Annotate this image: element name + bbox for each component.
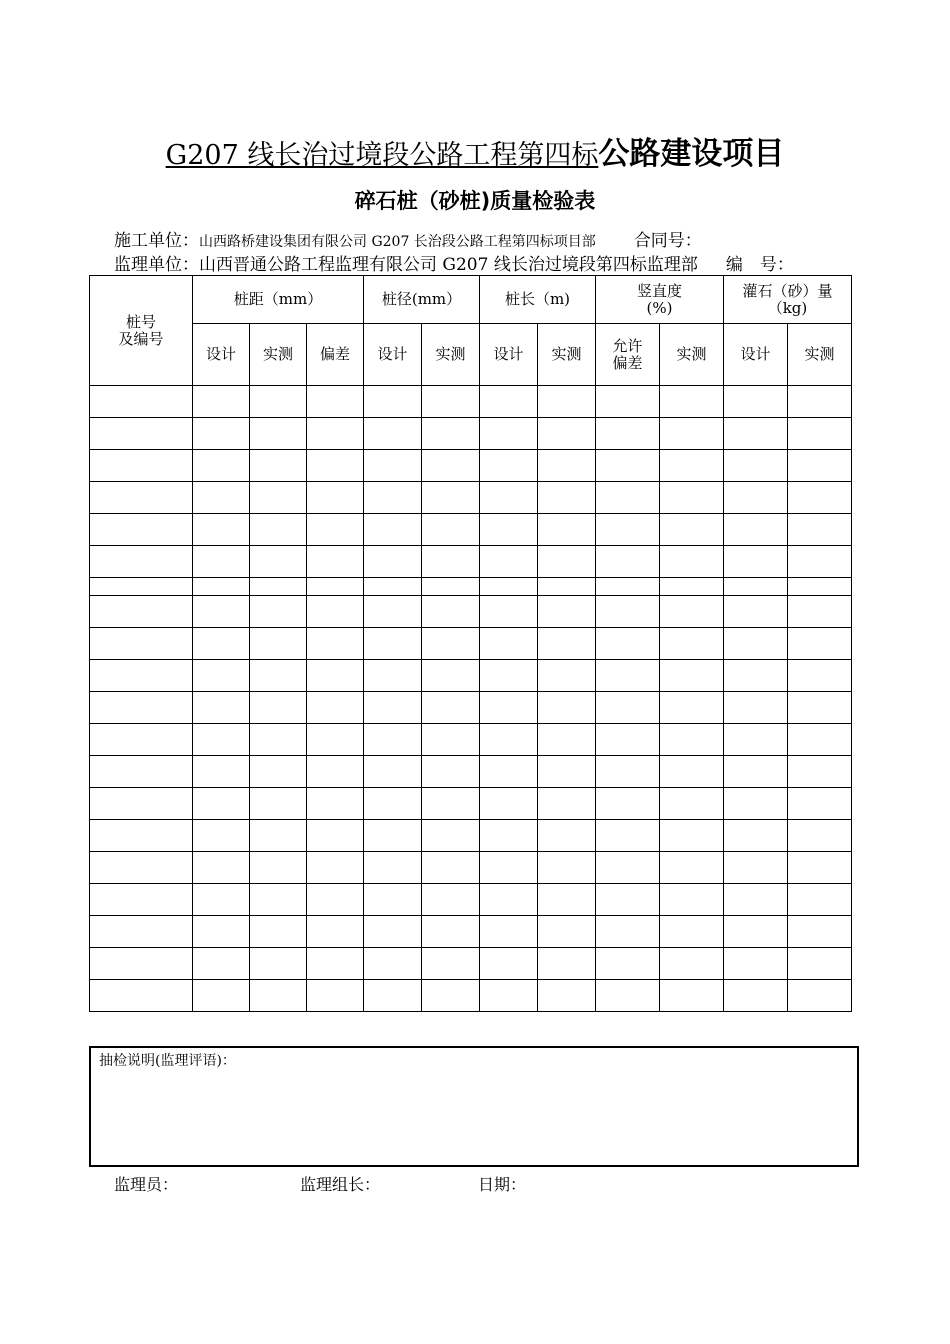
- table-cell[interactable]: [538, 724, 596, 756]
- table-cell[interactable]: [724, 578, 788, 596]
- table-cell[interactable]: [193, 692, 250, 724]
- table-row: [90, 578, 852, 596]
- table-cell[interactable]: [307, 628, 364, 660]
- table-cell[interactable]: [596, 980, 660, 1012]
- table-cell[interactable]: [538, 980, 596, 1012]
- table-cell[interactable]: [480, 386, 538, 418]
- table-cell[interactable]: [364, 884, 422, 916]
- table-cell[interactable]: [480, 980, 538, 1012]
- table-cell[interactable]: [724, 852, 788, 884]
- sub-header-cell: 允许 偏差: [596, 324, 660, 386]
- table-cell[interactable]: [788, 450, 852, 482]
- table-cell[interactable]: [788, 884, 852, 916]
- sub-header-cell: 实测: [788, 324, 852, 386]
- table-cell[interactable]: [538, 418, 596, 450]
- table-cell[interactable]: [538, 788, 596, 820]
- table-cell[interactable]: [660, 514, 724, 546]
- table-cell[interactable]: [538, 546, 596, 578]
- table-cell[interactable]: [422, 980, 480, 1012]
- sub-header-cell: 实测: [538, 324, 596, 386]
- table-cell[interactable]: [250, 418, 307, 450]
- table-cell[interactable]: [788, 482, 852, 514]
- table-cell[interactable]: [193, 418, 250, 450]
- table-cell[interactable]: [660, 948, 724, 980]
- table-cell[interactable]: [480, 660, 538, 692]
- table-cell[interactable]: [90, 596, 193, 628]
- table-cell[interactable]: [193, 482, 250, 514]
- table-cell[interactable]: [90, 628, 193, 660]
- contract-number-label: 合同号：: [633, 231, 702, 251]
- table-cell[interactable]: [538, 948, 596, 980]
- table-cell[interactable]: [250, 916, 307, 948]
- table-row: [90, 948, 852, 980]
- table-cell[interactable]: [660, 660, 724, 692]
- construction-unit-label: 施工单位：: [114, 231, 199, 251]
- table-cell[interactable]: [90, 418, 193, 450]
- table-row: [90, 660, 852, 692]
- table-cell[interactable]: [364, 596, 422, 628]
- table-cell[interactable]: [596, 546, 660, 578]
- table-cell[interactable]: [538, 884, 596, 916]
- table-cell[interactable]: [90, 820, 193, 852]
- sub-header-cell: 设计: [480, 324, 538, 386]
- table-cell[interactable]: [480, 756, 538, 788]
- table-cell[interactable]: [724, 980, 788, 1012]
- table-cell[interactable]: [660, 852, 724, 884]
- table-cell[interactable]: [596, 884, 660, 916]
- table-cell[interactable]: [724, 450, 788, 482]
- table-cell[interactable]: [480, 628, 538, 660]
- table-cell[interactable]: [364, 418, 422, 450]
- table-row: [90, 884, 852, 916]
- table-cell[interactable]: [422, 628, 480, 660]
- table-cell[interactable]: [250, 514, 307, 546]
- table-cell[interactable]: [307, 596, 364, 628]
- table-cell[interactable]: [307, 578, 364, 596]
- table-cell[interactable]: [193, 514, 250, 546]
- table-cell[interactable]: [660, 884, 724, 916]
- table-row: [90, 514, 852, 546]
- table-row: [90, 546, 852, 578]
- title-project-name: G207 线长治过境段公路工程第四标: [165, 140, 599, 171]
- table-cell[interactable]: [90, 514, 193, 546]
- table-cell[interactable]: [788, 628, 852, 660]
- table-cell[interactable]: [788, 596, 852, 628]
- table-cell[interactable]: [660, 724, 724, 756]
- table-cell[interactable]: [480, 852, 538, 884]
- table-cell[interactable]: [193, 756, 250, 788]
- table-row: [90, 852, 852, 884]
- sub-header-cell: 实测: [250, 324, 307, 386]
- table-cell[interactable]: [193, 596, 250, 628]
- table-cell[interactable]: [422, 660, 480, 692]
- group-leader-signature-label: 监理组长：: [300, 1175, 381, 1194]
- table-cell[interactable]: [788, 948, 852, 980]
- table-cell[interactable]: [364, 980, 422, 1012]
- table-cell[interactable]: [538, 628, 596, 660]
- table-cell[interactable]: [596, 578, 660, 596]
- table-cell[interactable]: [596, 820, 660, 852]
- table-cell[interactable]: [307, 418, 364, 450]
- table-cell[interactable]: [307, 482, 364, 514]
- table-cell[interactable]: [480, 578, 538, 596]
- table-cell[interactable]: [422, 916, 480, 948]
- table-cell[interactable]: [307, 514, 364, 546]
- table-cell[interactable]: [724, 628, 788, 660]
- remark-label: 抽检说明(监理评语)：: [99, 1053, 236, 1069]
- table-cell[interactable]: [724, 948, 788, 980]
- table-cell[interactable]: [724, 756, 788, 788]
- table-cell[interactable]: [307, 820, 364, 852]
- table-cell[interactable]: [596, 596, 660, 628]
- table-cell[interactable]: [724, 884, 788, 916]
- table-cell[interactable]: [250, 546, 307, 578]
- table-cell[interactable]: [724, 386, 788, 418]
- table-cell[interactable]: [724, 916, 788, 948]
- table-cell[interactable]: [724, 692, 788, 724]
- table-cell[interactable]: [193, 546, 250, 578]
- table-cell[interactable]: [480, 482, 538, 514]
- title-project-type: 公路建设项目: [598, 136, 785, 172]
- table-cell[interactable]: [480, 724, 538, 756]
- table-cell[interactable]: [422, 884, 480, 916]
- table-cell[interactable]: [193, 386, 250, 418]
- table-cell[interactable]: [250, 628, 307, 660]
- table-cell[interactable]: [90, 546, 193, 578]
- table-cell[interactable]: [788, 578, 852, 596]
- sub-header-cell: 实测: [422, 324, 480, 386]
- table-cell[interactable]: [364, 386, 422, 418]
- table-cell[interactable]: [364, 546, 422, 578]
- supervision-unit-row: [114, 250, 794, 275]
- header-row-groups: [90, 276, 852, 324]
- supervisor-signature-label: 监理员：: [114, 1175, 179, 1194]
- table-cell[interactable]: [724, 820, 788, 852]
- table-cell[interactable]: [596, 916, 660, 948]
- table-cell[interactable]: [250, 386, 307, 418]
- table-cell[interactable]: [538, 692, 596, 724]
- table-cell[interactable]: [307, 852, 364, 884]
- table-cell[interactable]: [250, 756, 307, 788]
- header-row-subs: [90, 324, 852, 386]
- table-cell[interactable]: [193, 820, 250, 852]
- table-cell[interactable]: [250, 884, 307, 916]
- table-cell[interactable]: [724, 482, 788, 514]
- table-cell[interactable]: [193, 578, 250, 596]
- table-cell[interactable]: [364, 820, 422, 852]
- table-cell[interactable]: [480, 450, 538, 482]
- table-cell[interactable]: [538, 482, 596, 514]
- table-cell[interactable]: [724, 514, 788, 546]
- sub-header-cell: 偏差: [307, 324, 364, 386]
- table-cell[interactable]: [364, 852, 422, 884]
- date-label: 日期：: [478, 1175, 527, 1194]
- table-cell[interactable]: [250, 820, 307, 852]
- table-cell[interactable]: [596, 852, 660, 884]
- table-cell[interactable]: [250, 980, 307, 1012]
- table-cell[interactable]: [193, 724, 250, 756]
- table-cell[interactable]: [480, 948, 538, 980]
- sub-header-cell: 设计: [724, 324, 788, 386]
- table-cell[interactable]: [422, 418, 480, 450]
- table-cell[interactable]: [364, 788, 422, 820]
- table-cell[interactable]: [724, 724, 788, 756]
- supervision-unit-label: 监理单位：: [114, 255, 199, 275]
- table-cell[interactable]: [422, 692, 480, 724]
- table-cell[interactable]: [788, 852, 852, 884]
- supervision-unit-value: 山西晋通公路工程监理有限公司 G207 线长治过境段第四标监理部: [199, 255, 698, 275]
- table-cell[interactable]: [307, 692, 364, 724]
- table-cell[interactable]: [250, 852, 307, 884]
- construction-unit-row: [114, 226, 702, 251]
- table-cell[interactable]: [660, 482, 724, 514]
- table-cell[interactable]: [307, 788, 364, 820]
- table-cell[interactable]: [788, 546, 852, 578]
- table-cell[interactable]: [788, 916, 852, 948]
- table-cell[interactable]: [660, 578, 724, 596]
- table-cell[interactable]: [422, 578, 480, 596]
- table-cell[interactable]: [364, 756, 422, 788]
- table-cell[interactable]: [90, 980, 193, 1012]
- construction-unit-value: 山西路桥建设集团有限公司 G207 长治段公路工程第四标项目部: [199, 234, 596, 250]
- table-cell[interactable]: [538, 756, 596, 788]
- table-cell[interactable]: [596, 660, 660, 692]
- table-cell[interactable]: [660, 692, 724, 724]
- form-subtitle: 碎石桩（砂桩)质量检验表: [354, 189, 596, 213]
- table-cell[interactable]: [193, 852, 250, 884]
- table-cell[interactable]: [193, 948, 250, 980]
- table-cell[interactable]: [193, 916, 250, 948]
- table-cell[interactable]: [250, 692, 307, 724]
- table-cell[interactable]: [90, 660, 193, 692]
- table-cell[interactable]: [90, 916, 193, 948]
- table-cell[interactable]: [90, 386, 193, 418]
- table-cell[interactable]: [596, 948, 660, 980]
- table-cell[interactable]: [422, 724, 480, 756]
- table-cell[interactable]: [480, 884, 538, 916]
- table-cell[interactable]: [660, 820, 724, 852]
- table-cell[interactable]: [90, 578, 193, 596]
- table-cell[interactable]: [724, 660, 788, 692]
- table-cell[interactable]: [193, 788, 250, 820]
- table-cell[interactable]: [788, 820, 852, 852]
- table-cell[interactable]: [90, 756, 193, 788]
- table-cell[interactable]: [364, 692, 422, 724]
- table-cell[interactable]: [660, 450, 724, 482]
- serial-number-label: 编 号：: [725, 255, 794, 275]
- table-row: [90, 692, 852, 724]
- group-header-spacing: 桩距（mm）: [193, 276, 364, 324]
- table-cell[interactable]: [307, 980, 364, 1012]
- table-cell[interactable]: [364, 578, 422, 596]
- table-cell[interactable]: [193, 884, 250, 916]
- table-cell[interactable]: [788, 980, 852, 1012]
- table-cell[interactable]: [422, 756, 480, 788]
- table-cell[interactable]: [724, 418, 788, 450]
- table-cell[interactable]: [596, 692, 660, 724]
- table-cell[interactable]: [250, 788, 307, 820]
- table-cell[interactable]: [538, 450, 596, 482]
- table-cell[interactable]: [90, 852, 193, 884]
- table-cell[interactable]: [538, 596, 596, 628]
- table-cell[interactable]: [538, 852, 596, 884]
- table-cell[interactable]: [250, 450, 307, 482]
- table-cell[interactable]: [788, 418, 852, 450]
- table-cell[interactable]: [480, 514, 538, 546]
- table-cell[interactable]: [422, 596, 480, 628]
- document-title: [0, 128, 950, 173]
- table-cell[interactable]: [422, 386, 480, 418]
- table-cell[interactable]: [90, 692, 193, 724]
- table-cell[interactable]: [724, 546, 788, 578]
- remark-box[interactable]: [89, 1046, 859, 1167]
- table-cell[interactable]: [422, 788, 480, 820]
- table-cell[interactable]: [660, 916, 724, 948]
- table-cell[interactable]: [596, 756, 660, 788]
- table-cell[interactable]: [788, 660, 852, 692]
- table-cell[interactable]: [90, 884, 193, 916]
- table-cell[interactable]: [596, 628, 660, 660]
- group-header-verticality: 竖直度 (%): [596, 276, 724, 324]
- table-cell[interactable]: [307, 916, 364, 948]
- table-cell[interactable]: [596, 482, 660, 514]
- table-cell[interactable]: [660, 788, 724, 820]
- table-row: [90, 820, 852, 852]
- group-header-diameter: 桩径(mm）: [364, 276, 480, 324]
- table-cell[interactable]: [724, 596, 788, 628]
- table-cell[interactable]: [250, 578, 307, 596]
- table-cell[interactable]: [307, 756, 364, 788]
- table-cell[interactable]: [480, 820, 538, 852]
- table-cell[interactable]: [250, 660, 307, 692]
- table-cell[interactable]: [724, 788, 788, 820]
- table-cell[interactable]: [364, 482, 422, 514]
- table-row: [90, 788, 852, 820]
- table-cell[interactable]: [250, 724, 307, 756]
- table-cell[interactable]: [596, 418, 660, 450]
- table-cell[interactable]: [596, 386, 660, 418]
- table-row: [90, 450, 852, 482]
- table-cell[interactable]: [422, 514, 480, 546]
- table-cell[interactable]: [538, 820, 596, 852]
- table-cell[interactable]: [660, 546, 724, 578]
- sub-header-cell: 设计: [364, 324, 422, 386]
- table-cell[interactable]: [660, 628, 724, 660]
- table-cell[interactable]: [538, 578, 596, 596]
- table-cell[interactable]: [480, 692, 538, 724]
- table-row: [90, 482, 852, 514]
- table-cell[interactable]: [422, 546, 480, 578]
- table-cell[interactable]: [307, 450, 364, 482]
- table-cell[interactable]: [307, 724, 364, 756]
- table-cell[interactable]: [250, 482, 307, 514]
- table-cell[interactable]: [480, 418, 538, 450]
- table-cell[interactable]: [422, 820, 480, 852]
- table-cell[interactable]: [307, 948, 364, 980]
- table-cell[interactable]: [788, 724, 852, 756]
- table-cell[interactable]: [193, 980, 250, 1012]
- table-cell[interactable]: [538, 660, 596, 692]
- table-cell[interactable]: [193, 628, 250, 660]
- table-cell[interactable]: [250, 948, 307, 980]
- table-row: [90, 386, 852, 418]
- table-cell[interactable]: [480, 546, 538, 578]
- table-cell[interactable]: [596, 788, 660, 820]
- table-cell[interactable]: [250, 596, 307, 628]
- table-cell[interactable]: [788, 756, 852, 788]
- table-cell[interactable]: [364, 450, 422, 482]
- table-cell[interactable]: [307, 884, 364, 916]
- table-row: [90, 418, 852, 450]
- table-cell[interactable]: [90, 482, 193, 514]
- table-cell[interactable]: [596, 450, 660, 482]
- pile-id-header: 桩号 及编号: [90, 276, 193, 386]
- table-cell[interactable]: [307, 546, 364, 578]
- table-cell[interactable]: [364, 514, 422, 546]
- table-cell[interactable]: [596, 724, 660, 756]
- table-cell[interactable]: [90, 948, 193, 980]
- table-row: [90, 980, 852, 1012]
- table-cell[interactable]: [788, 788, 852, 820]
- table-cell[interactable]: [422, 450, 480, 482]
- table-cell[interactable]: [193, 450, 250, 482]
- table-cell[interactable]: [422, 948, 480, 980]
- group-header-length: 桩长（m): [480, 276, 596, 324]
- table-row: [90, 724, 852, 756]
- table-cell[interactable]: [538, 386, 596, 418]
- table-cell[interactable]: [364, 948, 422, 980]
- group-header-fill-quantity: 灌石（砂）量 （kg): [724, 276, 852, 324]
- table-cell[interactable]: [364, 660, 422, 692]
- table-cell[interactable]: [660, 386, 724, 418]
- table-cell[interactable]: [307, 386, 364, 418]
- inspection-table: [89, 275, 852, 1012]
- table-cell[interactable]: [422, 852, 480, 884]
- table-row: [90, 628, 852, 660]
- table-row: [90, 756, 852, 788]
- table-cell[interactable]: [364, 916, 422, 948]
- table-cell[interactable]: [193, 660, 250, 692]
- table-cell[interactable]: [90, 788, 193, 820]
- table-cell[interactable]: [788, 386, 852, 418]
- table-cell[interactable]: [660, 596, 724, 628]
- table-row: [90, 596, 852, 628]
- table-cell[interactable]: [480, 596, 538, 628]
- table-cell[interactable]: [660, 756, 724, 788]
- table-cell[interactable]: [480, 916, 538, 948]
- table-cell[interactable]: [422, 482, 480, 514]
- table-cell[interactable]: [660, 418, 724, 450]
- table-cell[interactable]: [788, 692, 852, 724]
- table-cell[interactable]: [90, 450, 193, 482]
- table-cell[interactable]: [307, 660, 364, 692]
- table-cell[interactable]: [538, 514, 596, 546]
- table-cell[interactable]: [364, 724, 422, 756]
- sub-header-cell: 实测: [660, 324, 724, 386]
- table-cell[interactable]: [596, 514, 660, 546]
- sub-header-cell: 设计: [193, 324, 250, 386]
- table-cell[interactable]: [788, 514, 852, 546]
- table-cell[interactable]: [660, 980, 724, 1012]
- table-row: [90, 916, 852, 948]
- table-cell[interactable]: [538, 916, 596, 948]
- table-cell[interactable]: [90, 724, 193, 756]
- table-cell[interactable]: [364, 628, 422, 660]
- table-cell[interactable]: [480, 788, 538, 820]
